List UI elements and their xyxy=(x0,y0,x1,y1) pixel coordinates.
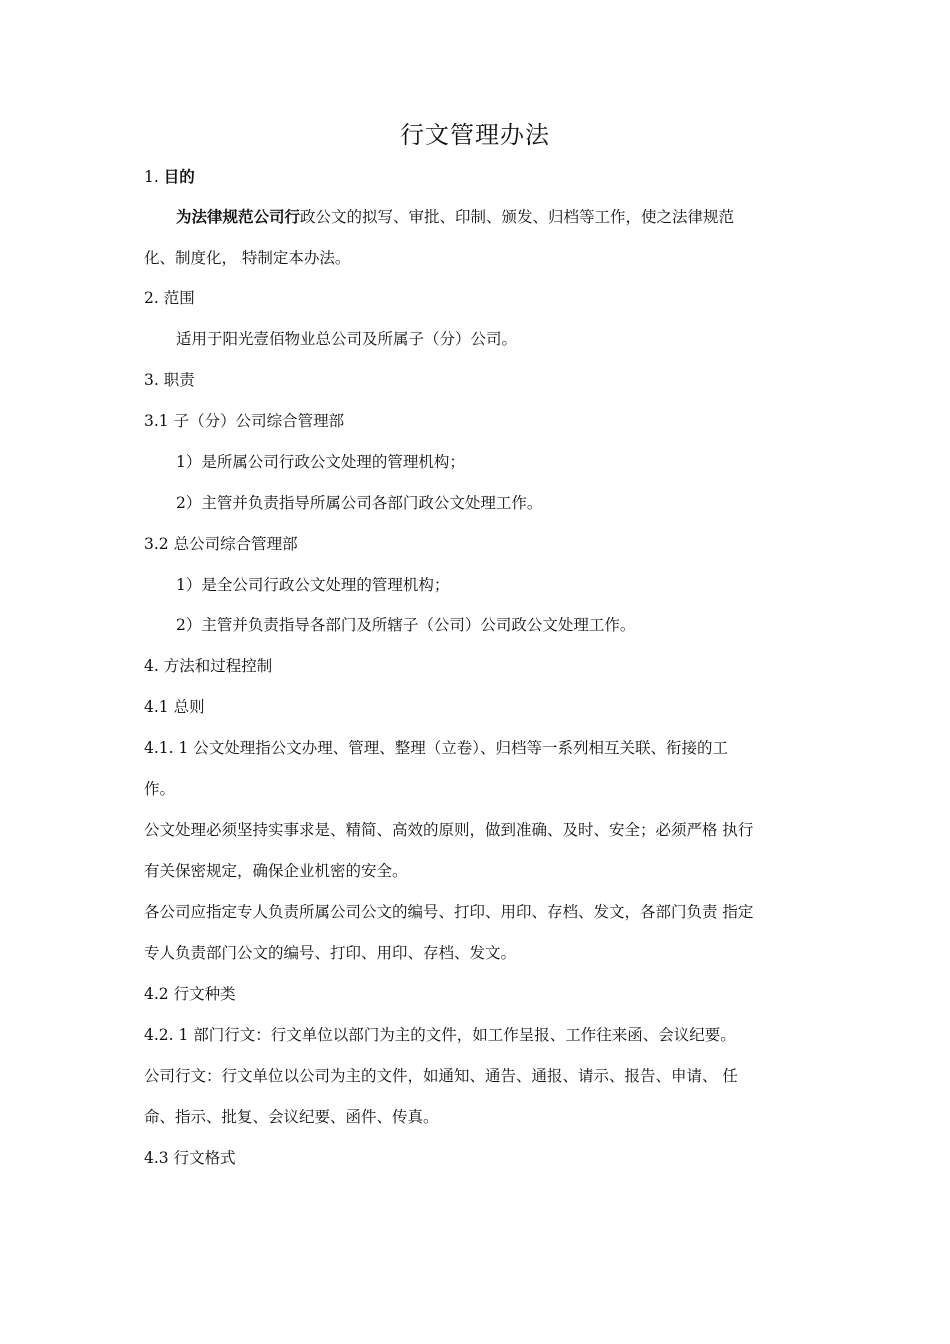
section-3-1-item-1: 1）是所属公司行政公文处理的管理机构； xyxy=(176,453,465,471)
section-1-number: 1. xyxy=(144,168,164,186)
section-4-1-paragraph-2-line-2: 有关保密规定，确保企业机密的安全。 xyxy=(144,862,408,880)
document-title: 行文管理办法 xyxy=(400,121,550,149)
section-4-heading: 4. 方法和过程控制 xyxy=(144,657,273,675)
section-3-heading: 3. 职责 xyxy=(144,371,195,389)
section-4-1-1-line-2: 作。 xyxy=(144,780,176,798)
section-1-paragraph-line-2: 化、制度化， 特制定本办法。 xyxy=(144,249,351,267)
section-4-2-heading: 4.2 行文种类 xyxy=(144,985,236,1003)
section-4-2-paragraph-2-line-2: 命、指示、批复、会议纪要、函件、传真。 xyxy=(144,1108,439,1126)
section-1-paragraph xyxy=(176,206,734,228)
section-4-1-heading: 4.1 总则 xyxy=(144,698,205,716)
section-4-1-paragraph-3-line-1: 各公司应指定专人负责所属公司公文的编号、打印、用印、存档、发文，各部门负责 指定 xyxy=(144,903,754,921)
section-3-1-item-2: 2）主管并负责指导所属公司各部门政公文处理工作。 xyxy=(176,494,543,512)
section-4-2-paragraph-2-line-1: 公司行文：行文单位以公司为主的文件，如通知、通告、通报、请示、报告、申请、 任 xyxy=(144,1067,738,1085)
section-2-heading: 2. 范围 xyxy=(144,289,195,307)
section-3-2-heading: 3.2 总公司综合管理部 xyxy=(144,535,298,553)
section-4-1-1-line-1: 4.1. 1 公文处理指公文办理、管理、整理（立卷）、归档等一系列相互关联、衔接的工 xyxy=(144,739,729,757)
section-1-paragraph-rest: 政公文的拟写、审批、印制、颁发、归档等工作，使之法律规范 xyxy=(300,208,735,226)
section-4-3-heading: 4.3 行文格式 xyxy=(144,1149,236,1167)
section-3-2-item-2: 2）主管并负责指导各部门及所辖子（公司）公司政公文处理工作。 xyxy=(176,616,636,634)
section-1-title: 目的 xyxy=(163,168,195,186)
section-4-1-paragraph-3-line-2: 专人负责部门公文的编号、打印、用印、存档、发文。 xyxy=(144,944,517,962)
section-4-2-1: 4.2. 1 部门行文：行文单位以部门为主的文件，如工作呈报、工作往来函、会议纪要。 xyxy=(144,1026,736,1044)
section-1-paragraph-lead: 为法律规范公司行 xyxy=(176,208,301,226)
section-3-1-heading: 3.1 子（分）公司综合管理部 xyxy=(144,412,345,430)
section-3-2-item-1: 1）是全公司行政公文处理的管理机构； xyxy=(176,576,450,594)
section-4-1-paragraph-2-line-1: 公文处理必须坚持实事求是、精简、高效的原则，做到准确、及时、安全；必须严格 执行 xyxy=(144,821,754,839)
section-2-paragraph: 适用于阳光壹佰物业总公司及所属子（分）公司。 xyxy=(176,330,518,348)
section-1-heading xyxy=(144,166,195,188)
